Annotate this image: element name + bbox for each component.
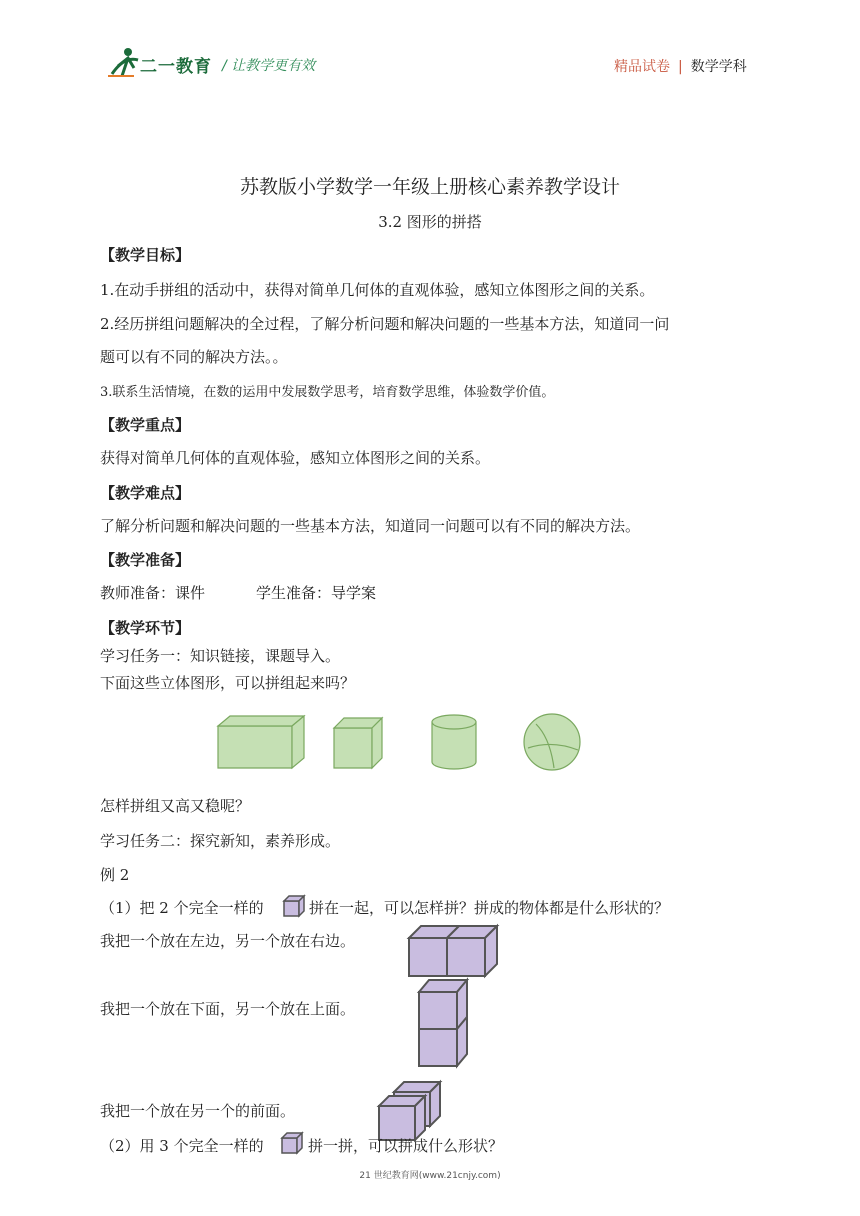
task-1-question: 下面这些立体图形，可以拼组起来吗？ — [100, 674, 356, 692]
two-cubes-side-by-side — [406, 922, 500, 980]
problem-1-end: 拼在一起，可以怎样拼？拼成的物体都是什么形状的？ — [309, 899, 670, 917]
small-cube-icon — [282, 894, 306, 918]
way-1: 我把一个放在左边，另一个放在右边。 — [100, 932, 356, 950]
question-stable: 怎样拼组又高又稳呢？ — [100, 797, 251, 815]
section-goals: 【教学目标】 — [100, 246, 191, 264]
problem-2-end: 拼一拼，可以拼成什么形状？ — [308, 1137, 504, 1155]
page-title: 苏教版小学数学一年级上册核心素养教学设计 — [239, 176, 620, 198]
cube-shape — [334, 718, 382, 768]
difficult-text: 了解分析问题和解决问题的一些基本方法，知道同一问题可以有不同的解决方法。 — [100, 517, 641, 535]
way-2: 我把一个放在下面，另一个放在上面。 — [100, 1000, 356, 1018]
page-footer: 21 世纪教育网(www.21cnjy.com) — [359, 1171, 501, 1181]
two-cubes-stacked — [416, 976, 472, 1070]
solid-shapes-figure — [210, 708, 590, 778]
task-1: 学习任务一：知识链接，课题导入。 — [100, 647, 341, 665]
sphere-shape — [524, 714, 580, 770]
goal-1: 1.在动手拼组的活动中，获得对简单几何体的直观体验，感知立体图形之间的关系。 — [100, 281, 655, 299]
goal-2-line-1: 2.经历拼组问题解决的全过程，了解分析问题和解决问题的一些基本方法，知道同一问 — [100, 315, 670, 333]
header-badge: 精品试卷 — [614, 59, 670, 75]
cylinder-shape — [432, 715, 476, 769]
page-subtitle: 3.2 图形的拼搭 — [378, 213, 482, 231]
prep-student: 学生准备：导学案 — [256, 584, 377, 602]
cuboid-shape — [218, 716, 304, 768]
goal-3: 3.联系生活情境，在数的运用中发展数学思考，培育数学思维，体验数学价值。 — [100, 385, 555, 400]
logo-text: 二一教育 — [140, 57, 212, 77]
prep-teacher: 教师准备：课件 — [100, 584, 206, 602]
section-key: 【教学重点】 — [100, 416, 191, 434]
small-cube-icon — [280, 1131, 304, 1155]
header-separator: | — [678, 59, 683, 75]
example-label: 例 2 — [100, 866, 130, 884]
header-subject: 数学学科 — [690, 59, 747, 75]
section-difficult: 【教学难点】 — [100, 484, 191, 502]
header-right — [614, 56, 747, 76]
section-steps: 【教学环节】 — [100, 619, 191, 637]
problem-1-start: （1）把 2 个完全一样的 — [100, 899, 264, 917]
way-3: 我把一个放在另一个的前面。 — [100, 1102, 296, 1120]
section-prep: 【教学准备】 — [100, 551, 191, 569]
key-text: 获得对简单几何体的直观体验，感知立体图形之间的关系。 — [100, 449, 491, 467]
goal-2-line-2: 题可以有不同的解决方法。。 — [100, 348, 288, 366]
task-2: 学习任务二：探究新知，素养形成。 — [100, 832, 341, 850]
problem-2-start: （2）用 3 个完全一样的 — [100, 1137, 264, 1155]
slogan: / 让教学更有效 — [222, 58, 316, 74]
